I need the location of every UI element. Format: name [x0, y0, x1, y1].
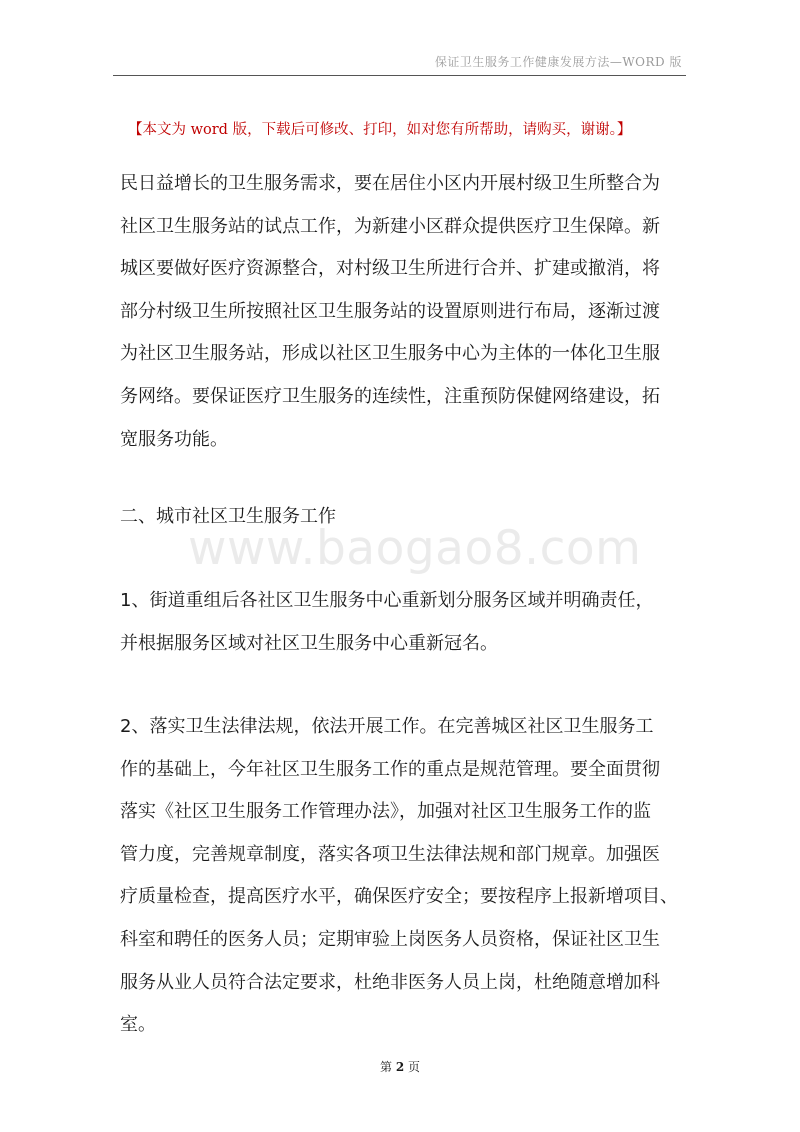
text-line: 并根据服务区域对社区卫生服务中心重新冠名。	[120, 632, 498, 654]
text-line: 1、街道重组后各社区卫生服务中心重新划分服务区域并明确责任，	[120, 590, 654, 611]
text-line: 疗质量检查，提高医疗水平，确保医疗安全；要按程序上报新增项目、	[120, 886, 678, 908]
text-line: 服务从业人员符合法定要求，杜绝非医务人员上岗，杜绝随意增加科	[120, 971, 660, 993]
footer-suffix: 页	[408, 1060, 421, 1074]
header-rule	[113, 75, 686, 76]
text-line: 二、城市社区卫生服务工作	[120, 506, 336, 527]
paragraph-intro	[120, 163, 700, 461]
page-number: 2	[395, 1060, 405, 1074]
text-line: 务网络。要保证医疗卫生服务的连续性，注重预防保健网络建设，拓	[120, 385, 660, 407]
text-line: 科室和聘任的医务人员；定期审验上岗医务人员资格，保证社区卫生	[120, 928, 660, 950]
text-line: 部分村级卫生所按照社区卫生服务站的设置原则进行布局，逐渐过渡	[120, 300, 660, 322]
text-line: 城区要做好医疗资源整合，对村级卫生所进行合并、扩建或撤消，将	[120, 258, 660, 280]
text-line: 落实《社区卫生服务工作管理办法》，加强对社区卫生服务工作的监	[120, 801, 651, 823]
purchase-notice: 【本文为 word 版，下载后可修改、打印，如对您有所帮助，请购买，谢谢。】	[128, 122, 632, 138]
paragraph-item-2	[120, 706, 700, 1047]
running-header-title: 保证卫生服务工作健康发展方法—WORD 版	[434, 55, 682, 69]
section-heading	[120, 496, 700, 539]
text-line: 作的基础上，今年社区卫生服务工作的重点是规范管理。要全面贯彻	[120, 758, 660, 780]
text-line: 室。	[120, 1014, 156, 1036]
text-line: 为社区卫生服务站，形成以社区卫生服务中心为主体的一体化卫生服	[120, 343, 660, 365]
paragraph-item-1	[120, 580, 700, 665]
watermark: www.baogao8.com	[188, 521, 642, 576]
page-footer	[0, 1058, 800, 1075]
footer-prefix: 第	[379, 1060, 392, 1074]
text-line: 宽服务功能。	[120, 428, 228, 450]
text-line: 管力度，完善规章制度，落实各项卫生法律法规和部门规章。加强医	[120, 843, 660, 865]
text-line: 民日益增长的卫生服务需求，要在居住小区内开展村级卫生所整合为	[120, 173, 660, 194]
text-line: 社区卫生服务站的试点工作，为新建小区群众提供医疗卫生保障。新	[120, 215, 660, 237]
text-line: 2、落实卫生法律法规，依法开展工作。在完善城区社区卫生服务工	[120, 716, 654, 737]
